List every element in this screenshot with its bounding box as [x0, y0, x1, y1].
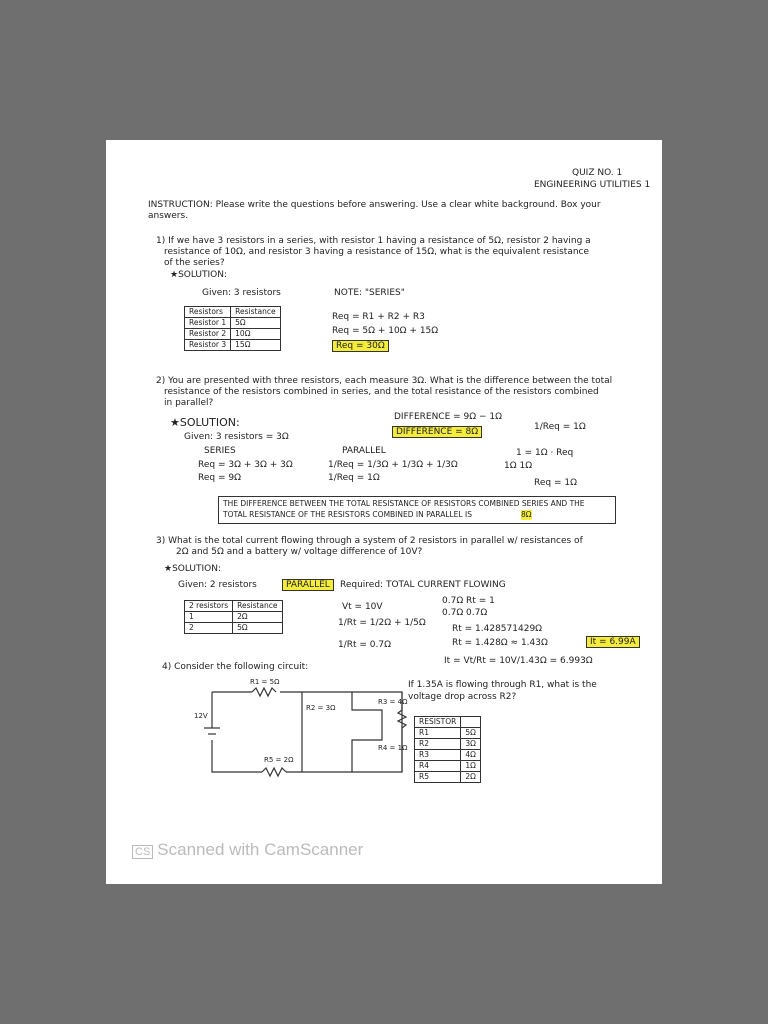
q2-line-1: 2) You are presented with three resistors, each measure 3Ω. What is the difference between the total [156, 376, 613, 386]
instruction-line-1: INSTRUCTION: Please write the questions before answering. Use a clear white background. Box your [148, 200, 601, 210]
table-cell: 3Ω [461, 739, 481, 750]
q2-conclusion-value: 8Ω [521, 510, 532, 519]
q3-step-3: 1/Rt = 0.7Ω [338, 640, 391, 650]
table-header: Resistance [233, 601, 282, 612]
r1-label: R1 = 5Ω [250, 678, 280, 686]
q1-given: Given: 3 resistors [202, 288, 281, 298]
table-cell: R1 [415, 728, 461, 739]
r2-label: R2 = 3Ω [306, 704, 336, 712]
q2-solution: ★SOLUTION: [170, 416, 240, 429]
battery-label: 12V [194, 712, 208, 720]
q3-right-step-2: 0.7Ω 0.7Ω [442, 608, 488, 618]
r4-label: R4 = 1Ω [378, 744, 408, 752]
table-cell: 10Ω [231, 329, 280, 340]
table-header: RESISTOR [415, 717, 461, 728]
q2-parallel-step-1: 1/Req = 1/3Ω + 1/3Ω + 1/3Ω [328, 460, 458, 470]
q3-answer: It = 6.99A [586, 636, 640, 648]
table-cell: R5 [415, 772, 461, 783]
q4-subquestion-2: voltage drop across R2? [408, 692, 517, 702]
course-title: ENGINEERING UTILITIES 1 [534, 180, 651, 190]
q2-difference: DIFFERENCE = 9Ω − 1Ω [394, 412, 502, 422]
q2-line-3: in parallel? [164, 398, 214, 408]
q1-line-1: 1) If we have 3 resistors in a series, with resistor 1 having a resistance of 5Ω, resistor 2 having a [156, 236, 591, 246]
redacted-name [122, 158, 240, 186]
q2-right-step-3: 1Ω 1Ω [504, 461, 533, 471]
table-cell: 2 [185, 623, 233, 634]
q1-answer: Req = 30Ω [332, 340, 389, 352]
table-cell: Resistor 2 [185, 329, 231, 340]
r3-label: R3 = 4Ω [378, 698, 408, 706]
q2-parallel-label: PARALLEL [342, 446, 386, 456]
q3-right-step-1: 0.7Ω Rt = 1 [442, 596, 495, 606]
table-cell: R2 [415, 739, 461, 750]
q2-conclusion-line-1: THE DIFFERENCE BETWEEN THE TOTAL RESISTANCE OF RESISTORS COMBINED SERIES AND THE [223, 499, 585, 508]
q2-difference-answer: DIFFERENCE = 8Ω [392, 426, 482, 438]
q3-solution: ★SOLUTION: [164, 564, 222, 574]
q3-line-2: 2Ω and 5Ω and a battery w/ voltage difference of 10V? [176, 547, 423, 557]
table-cell: 1Ω [461, 761, 481, 772]
instruction-line-2: answers. [148, 211, 189, 221]
q3-line-1: 3) What is the total current flowing through a system of 2 resistors in parallel w/ resistances of [156, 536, 583, 546]
quiz-number: QUIZ NO. 1 [572, 168, 623, 178]
table-header: 2 resistors [185, 601, 233, 612]
q2-right-step-2: 1 = 1Ω · Req [516, 448, 574, 458]
table-header: Resistance [231, 307, 280, 318]
q2-right-step-1: 1/Req = 1Ω [534, 422, 586, 432]
q2-conclusion-box [218, 496, 616, 524]
q1-step-1: Req = R1 + R2 + R3 [332, 312, 425, 322]
q2-right-step-4: Req = 1Ω [534, 478, 577, 488]
table-cell: R3 [415, 750, 461, 761]
q4-question: 4) Consider the following circuit: [162, 662, 309, 672]
q3-resistor-table [184, 600, 283, 634]
q2-line-2: resistance of the resistors combined in series, and the total resistance of the resistors combined [164, 387, 599, 397]
watermark-text: Scanned with CamScanner [157, 840, 364, 859]
q1-line-3: of the series? [164, 258, 225, 268]
q2-parallel-step-2: 1/Req = 1Ω [328, 473, 380, 483]
q2-series-label: SERIES [204, 446, 236, 456]
q3-right-step-5: It = Vt/Rt = 10V/1.43Ω = 6.993Ω [444, 656, 593, 666]
q4-subquestion-1: If 1.35A is flowing through R1, what is the [408, 680, 597, 690]
q3-required: Required: TOTAL CURRENT FLOWING [340, 580, 506, 590]
circuit-wire [212, 740, 262, 772]
scanned-paper [106, 140, 662, 884]
q3-step-1: Vt = 10V [342, 602, 383, 612]
q1-solution: ★SOLUTION: [170, 270, 228, 280]
q2-given: Given: 3 resistors = 3Ω [184, 432, 289, 442]
camscanner-logo-icon: CS [132, 845, 153, 859]
r5-label: R5 = 2Ω [264, 756, 294, 764]
camscanner-watermark [132, 840, 363, 860]
q3-right-step-4: Rt = 1.428Ω ≈ 1.43Ω [452, 638, 548, 648]
table-cell: R4 [415, 761, 461, 772]
q1-resistor-table [184, 306, 281, 351]
table-cell: Resistor 3 [185, 340, 231, 351]
table-cell: Resistor 1 [185, 318, 231, 329]
q2-conclusion-line-2: TOTAL RESISTANCE OF THE RESISTORS COMBINED IN PARALLEL IS [223, 510, 472, 519]
table-cell: 15Ω [231, 340, 280, 351]
table-cell: 5Ω [461, 728, 481, 739]
q3-parallel-tag: PARALLEL [282, 579, 334, 591]
table-cell: 5Ω [231, 318, 280, 329]
q2-series-step-2: Req = 9Ω [198, 473, 241, 483]
q1-note: NOTE: "SERIES" [334, 288, 405, 298]
circuit-diagram [194, 678, 422, 790]
q1-step-2: Req = 5Ω + 10Ω + 15Ω [332, 326, 439, 336]
q2-series-step-1: Req = 3Ω + 3Ω + 3Ω [198, 460, 293, 470]
table-cell: 4Ω [461, 750, 481, 761]
q3-given: Given: 2 resistors [178, 580, 257, 590]
table-cell: 5Ω [233, 623, 282, 634]
q3-step-2: 1/Rt = 1/2Ω + 1/5Ω [338, 618, 426, 628]
table-cell: 2Ω [461, 772, 481, 783]
resistor-r1 [252, 688, 276, 696]
resistor-r5 [262, 768, 286, 776]
q1-line-2: resistance of 10Ω, and resistor 3 having a resistance of 15Ω, what is the equivalent resistance [164, 247, 590, 257]
q3-right-step-3: Rt = 1.428571429Ω [452, 624, 543, 634]
table-header: Resistors [185, 307, 231, 318]
q4-resistor-table [414, 716, 481, 783]
table-cell: 2Ω [233, 612, 282, 623]
table-cell: 1 [185, 612, 233, 623]
